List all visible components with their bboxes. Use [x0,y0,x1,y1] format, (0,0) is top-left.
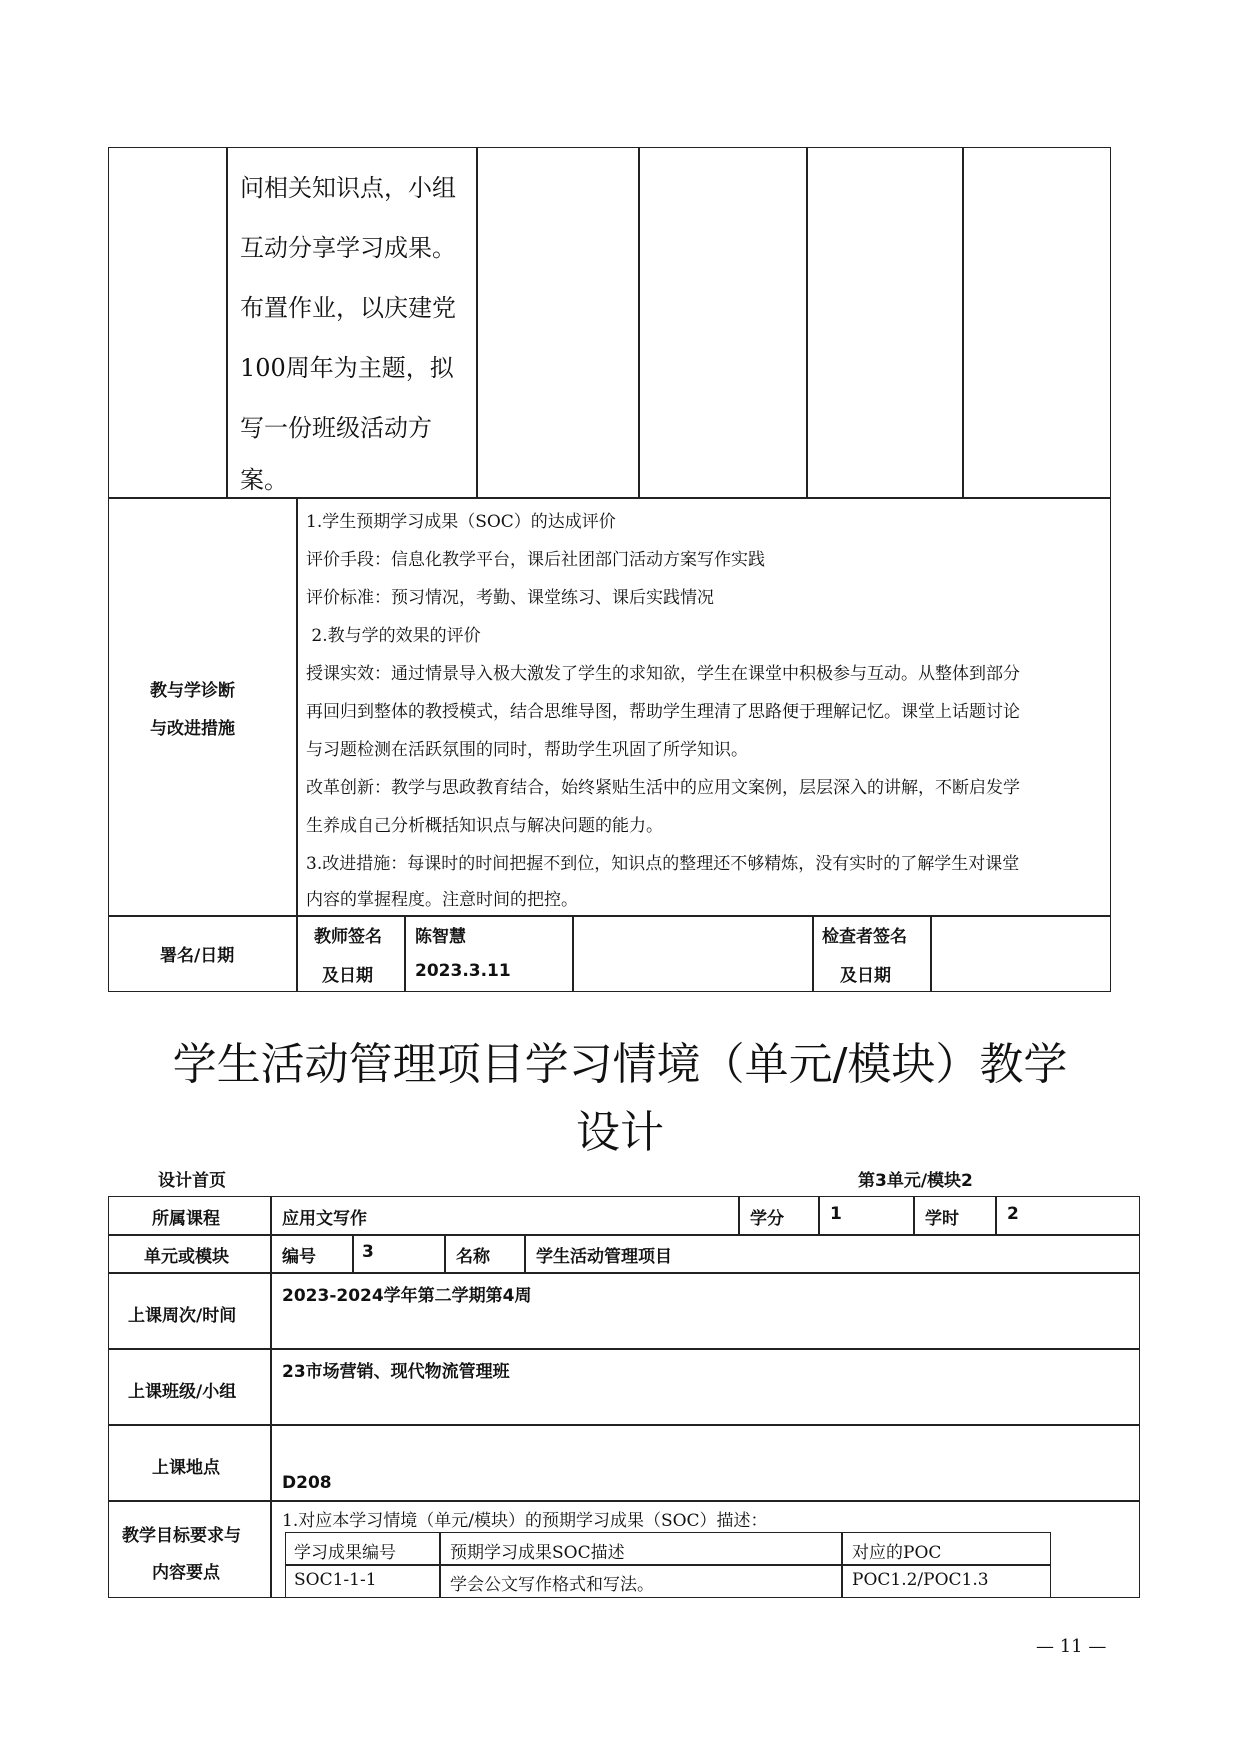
signature-label: 署名/日期 [160,946,235,966]
class-label-cell [108,1348,272,1426]
diagnosis-label-2: 与改进措施 [150,719,235,739]
course-value-cell [270,1196,740,1236]
teacher-sign-label-2: 及日期 [322,966,373,986]
top-row1-col4 [638,147,808,499]
activity-line-3: 布置作业，以庆建党 [240,294,456,322]
soc-row-desc-cell [439,1564,843,1598]
hours-label: 学时 [925,1209,959,1229]
week-label: 上课周次/时间 [128,1306,237,1326]
teacher-name: 陈智慧 [415,927,466,947]
number-label: 编号 [282,1247,316,1267]
checker-label-1: 检查者签名 [822,927,907,947]
page-number: — 11 — [1036,1636,1107,1657]
design-header-left: 设计首页 [158,1171,226,1191]
course-label: 所属课程 [152,1209,220,1229]
goal-label-2: 内容要点 [152,1563,220,1583]
week-value-cell [270,1272,1140,1350]
unit-label-cell [108,1234,272,1274]
hours-value: 2 [1007,1204,1019,1224]
blank-sign-cell [572,915,814,992]
course-label-cell [108,1196,272,1236]
name-label-cell [444,1234,526,1274]
top-row1-col5 [806,147,964,499]
diagnosis-line-11: 内容的掌握程度。注意时间的把控。 [306,890,578,910]
doc-title-line2: 设计 [576,1107,664,1158]
name-value: 学生活动管理项目 [536,1247,672,1267]
place-label-cell [108,1424,272,1502]
teacher-sign-label-1: 教师签名 [314,927,382,947]
diagnosis-line-7: 与习题检测在活跃氛围的同时，帮助学生巩固了所学知识。 [306,740,748,760]
goal-content-cell [270,1500,1140,1598]
soc-row-id-cell [285,1564,441,1598]
hours-value-cell [995,1196,1140,1236]
place-label: 上课地点 [152,1458,220,1478]
credit-value-cell [818,1196,915,1236]
soc-row-desc: 学会公文写作格式和写法。 [450,1575,654,1595]
number-value-cell [352,1234,446,1274]
diagnosis-line-3: 评价标准：预习情况，考勤、课堂练习、课后实践情况 [306,588,714,608]
checker-label-2: 及日期 [840,966,891,986]
activity-line-6: 案。 [240,466,288,494]
soc-header-id-cell [285,1532,441,1566]
soc-header-id: 学习成果编号 [294,1543,396,1563]
class-label: 上课班级/小组 [128,1382,237,1402]
name-value-cell [524,1234,1140,1274]
soc-header-poc: 对应的POC [852,1543,942,1563]
soc-header-desc: 预期学习成果SOC描述 [450,1543,625,1563]
diagnosis-line-4: 2.教与学的效果的评价 [306,626,481,646]
soc-row-poc-cell [841,1564,1051,1598]
diagnosis-line-6: 再回归到整体的教授模式，结合思维导图，帮助学生理清了思路便于理解记忆。课堂上话题讨论 [306,702,1020,722]
top-row1-col6 [962,147,1111,499]
soc-row-id: SOC1-1-1 [294,1570,377,1590]
teacher-date: 2023.3.11 [415,961,511,981]
place-value-cell [270,1424,1140,1502]
top-row1-col1 [108,147,228,499]
soc-header-desc-cell [439,1532,843,1566]
number-value: 3 [362,1242,374,1262]
credit-label-cell [738,1196,820,1236]
top-row1-col3 [476,147,640,499]
activity-line-1: 问相关知识点，小组 [240,174,456,202]
name-label: 名称 [456,1247,490,1267]
soc-header-poc-cell [841,1532,1051,1566]
diagnosis-line-10: 3.改进措施：每课时的时间把握不到位，知识点的整理还不够精炼，没有实时的了解学生对课堂 [306,854,1020,874]
doc-title-line1: 学生活动管理项目学习情境（单元/模块）教学 [172,1039,1068,1090]
place-value: D208 [282,1473,332,1493]
diagnosis-line-8: 改革创新：教学与思政教育结合，始终紧贴生活中的应用文案例，层层深入的讲解，不断启发学 [306,778,1020,798]
diagnosis-label-cell [108,497,298,917]
diagnosis-line-1: 1.学生预期学习成果（SOC）的达成评价 [306,512,616,532]
diagnosis-line-9: 生养成自己分析概括知识点与解决问题的能力。 [306,816,663,836]
week-label-cell [108,1272,272,1350]
credit-label: 学分 [750,1209,784,1229]
checker-value-cell [930,915,1111,992]
credit-value: 1 [830,1204,842,1224]
diagnosis-line-2: 评价手段：信息化教学平台，课后社团部门活动方案写作实践 [306,550,765,570]
diagnosis-label-1: 教与学诊断 [150,681,235,701]
goal-label-1: 教学目标要求与 [122,1526,241,1546]
class-value: 23市场营销、现代物流管理班 [282,1362,510,1382]
activity-line-5: 写一份班级活动方 [240,414,432,442]
hours-label-cell [913,1196,997,1236]
week-value: 2023-2024学年第二学期第4周 [282,1286,532,1306]
unit-label: 单元或模块 [144,1247,229,1267]
activity-line-2: 互动分享学习成果。 [240,234,456,262]
goal-intro: 1.对应本学习情境（单元/模块）的预期学习成果（SOC）描述： [282,1511,768,1531]
soc-row-poc: POC1.2/POC1.3 [852,1570,989,1590]
activity-line-4: 100周年为主题，拟 [240,354,454,382]
course-value: 应用文写作 [282,1209,367,1229]
goal-label-cell [108,1500,272,1598]
class-value-cell [270,1348,1140,1426]
design-header-right: 第3单元/模块2 [858,1171,973,1191]
diagnosis-line-5: 授课实效：通过情景导入极大激发了学生的求知欲，学生在课堂中积极参与互动。从整体到部分 [306,664,1020,684]
number-label-cell [270,1234,354,1274]
